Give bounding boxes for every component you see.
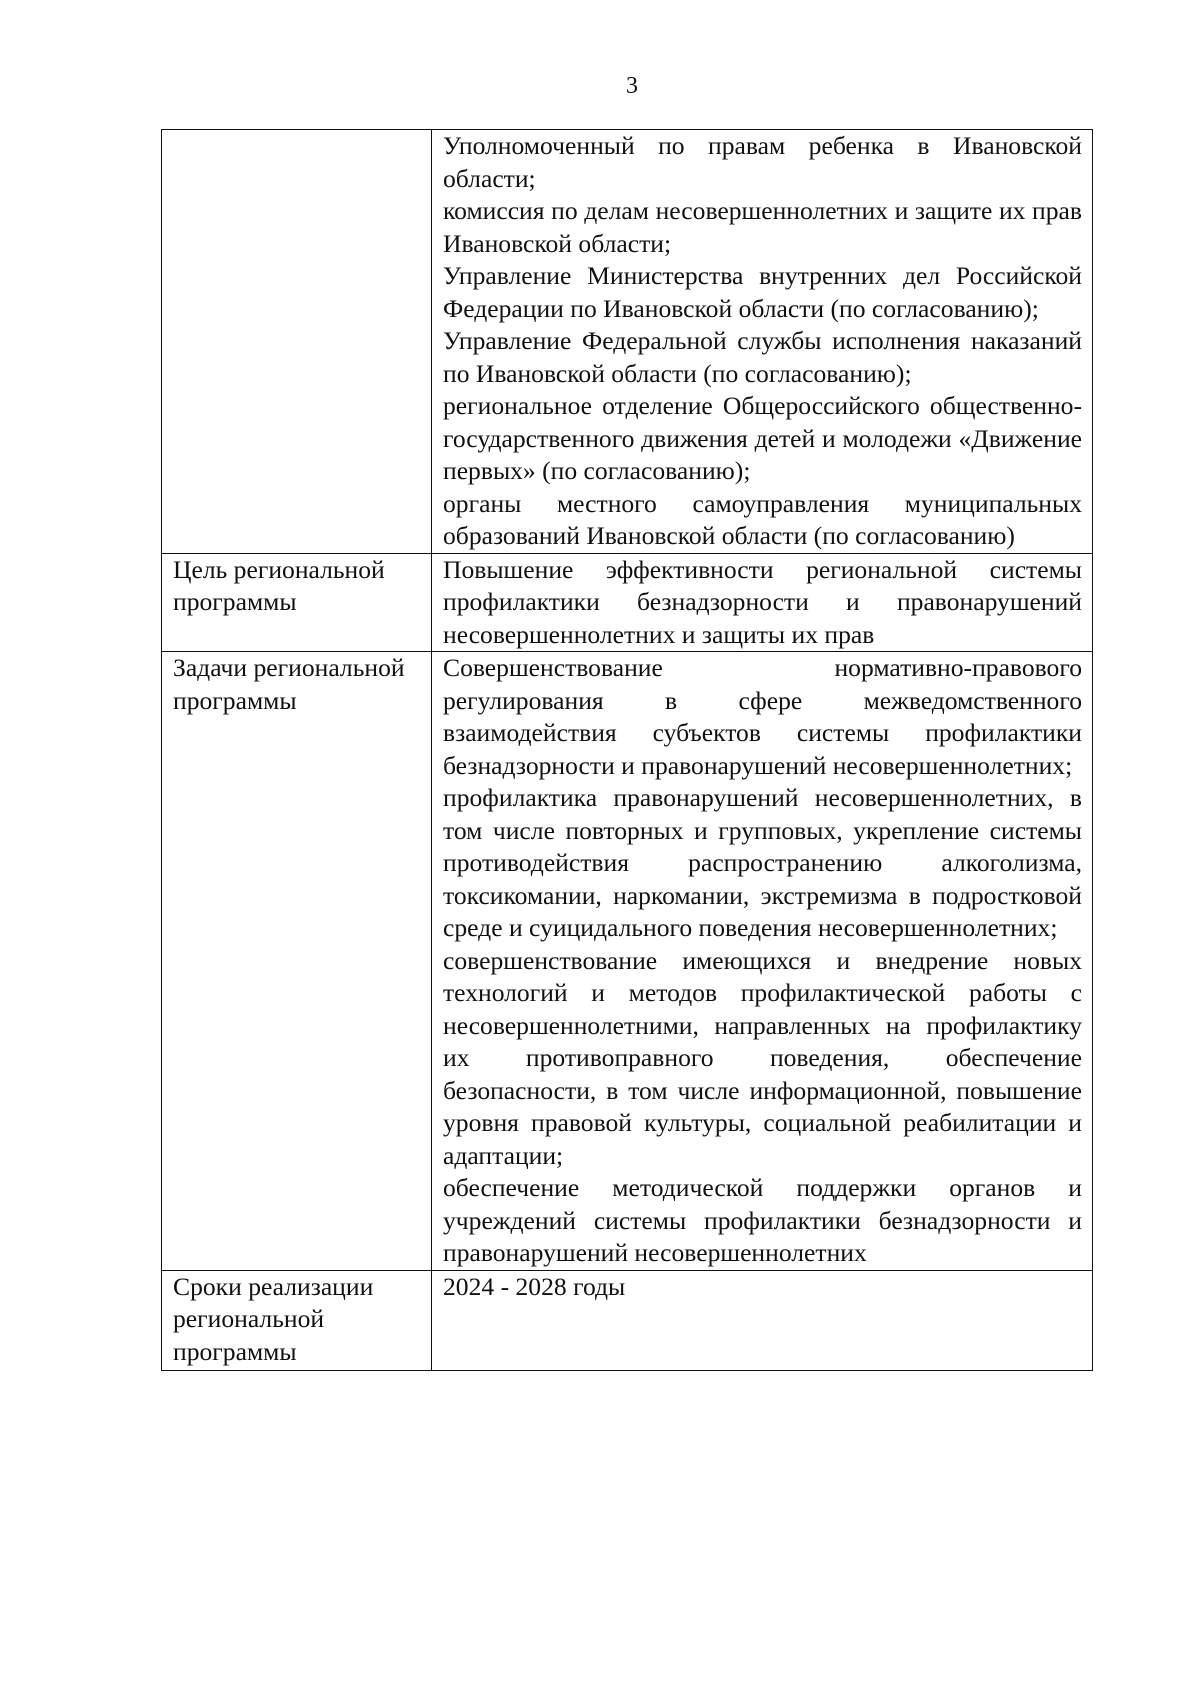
participant-item: органы местного самоуправления муниципальных образований Ивановской области (по согласованию) (443, 488, 1082, 550)
row-value-tasks (432, 652, 1093, 1271)
participant-item: Уполномоченный по правам ребенка в Ивановской области; (443, 131, 1082, 193)
timeline-text: 2024 - 2028 годы (443, 1271, 626, 1301)
goal-text: Повышение эффективности региональной системы профилактики безнадзорности и правонарушений несовершеннолетних и защиты их прав (443, 554, 1082, 649)
participant-item: Управление Министерства внутренних дел Российской Федерации по Ивановской области (по согласованию); (443, 261, 1082, 323)
task-item: профилактика правонарушений несовершеннолетних, в том числе повторных и групповых, укрепление системы противодействия распространению алкоголизма, токсикомании, наркомании, экстремизма в подростковой среде и суицидального поведения несовершеннолетних; (443, 783, 1082, 942)
table-row-timeline (162, 1270, 1093, 1370)
row-label-timeline: Сроки реализации региональной программы (162, 1270, 432, 1370)
participant-item: региональное отделение Общероссийского общественно-государственного движения детей и молодежи «Движение первых» (по согласованию); (443, 391, 1082, 485)
task-item: совершенствование имеющихся и внедрение новых технологий и методов профилактической работы с несовершеннолетними, направленных на профилактику их противоправного поведения, обеспечение безопасности, в том числе информационной, повышение уровня правовой культуры, социальной реабилитации и адаптации; (443, 945, 1082, 1170)
page-number: 3 (626, 73, 638, 99)
participant-item: Управление Федеральной службы исполнения наказаний по Ивановской области (по согласованию); (443, 326, 1082, 388)
table-row-participants (162, 130, 1093, 554)
row-value-timeline (432, 1270, 1093, 1370)
participant-item: комиссия по делам несовершеннолетних и защите их прав Ивановской области; (443, 196, 1082, 258)
row-value-goal (432, 553, 1093, 652)
table-row-goal (162, 553, 1093, 652)
task-item: Совершенствование нормативно-правового регулирования в сфере межведомственного взаимодействия субъектов системы профилактики безнадзорности и правонарушений несовершеннолетних; (443, 653, 1082, 780)
row-value-participants (432, 130, 1093, 554)
row-label-tasks: Задачи региональной программы (162, 652, 432, 1271)
program-passport-table (161, 129, 1093, 1371)
row-label-participants (162, 130, 432, 554)
table-row-tasks (162, 652, 1093, 1271)
task-item: обеспечение методической поддержки органов и учреждений системы профилактики безнадзорности и правонарушений несовершеннолетних (443, 1173, 1082, 1267)
row-label-goal: Цель региональной программы (162, 553, 432, 652)
